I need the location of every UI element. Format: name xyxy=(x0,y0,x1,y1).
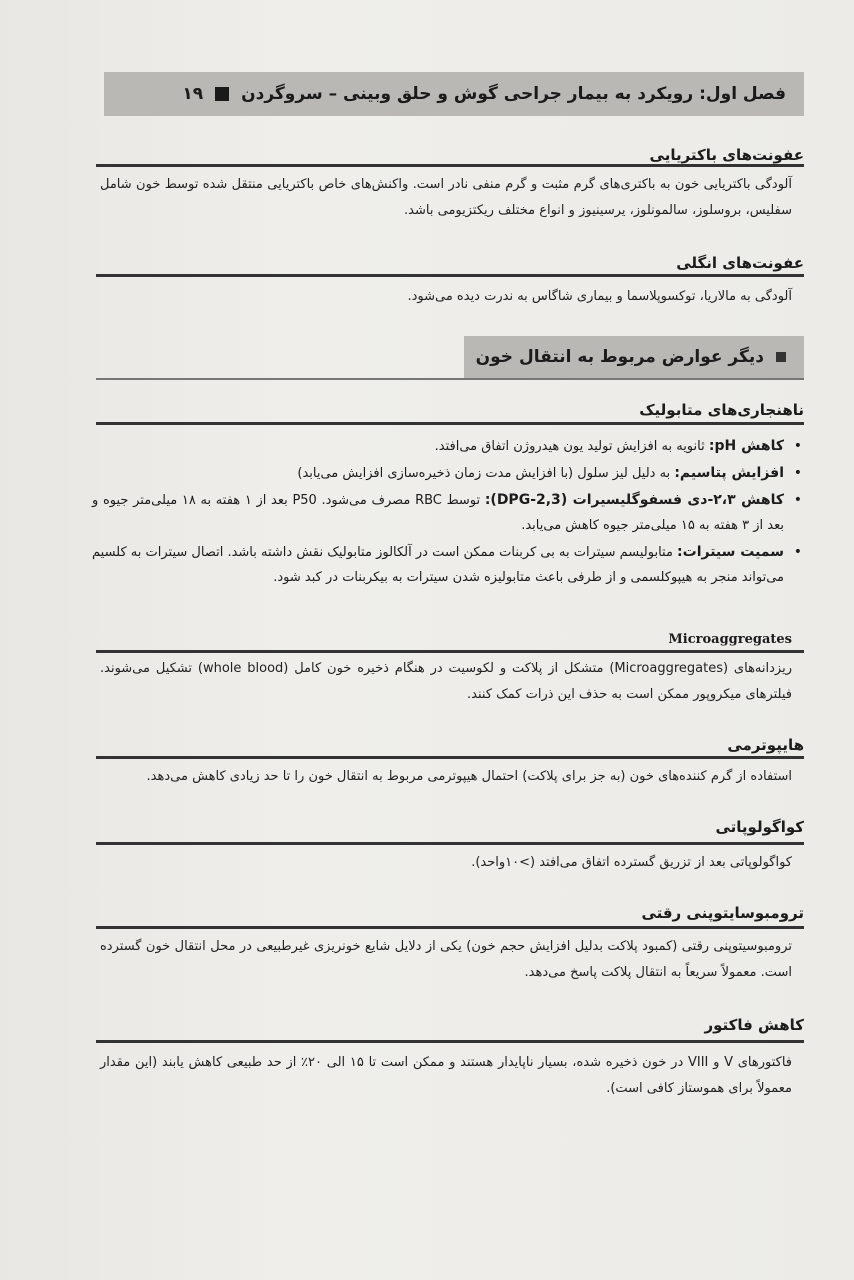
divider xyxy=(96,164,804,167)
divider xyxy=(96,926,804,929)
divider xyxy=(96,274,804,277)
paragraph-microaggregates: ریزدانه‌های (Microaggregates) متشکل از پلاکت و لکوسیت در هنگام ذخیره خون کامل (whole blood) تشکیل می‌شوند. فیلترهای میکروپور ممکن است به حذف این ذرات کمک کنند. xyxy=(100,661,792,702)
list-item: • افزایش پتاسیم: به دلیل لیز سلول (با افزایش مدت زمان ذخیره‌سازی افزایش می‌یابد) xyxy=(92,461,802,486)
paragraph-hypothermia: استفاده از گرم کننده‌های خون (به جز برای پلاکت) احتمال هیپوترمی مربوط به انتقال خون را تا حد زیادی کاهش می‌دهد. xyxy=(146,769,792,784)
divider xyxy=(96,378,804,380)
running-header xyxy=(104,72,804,116)
list-item: • سمیت سیترات: متابولیسم سیترات به بی کربنات ممکن است در آلکالوز متابولیک نقش داشته باشد. اتصال سیترات به کلسیم می‌تواند منجر به هیپوکلسمی و از طرفی باعث متابولیزه شدن سیترات به بیکربنات در کبد شود. xyxy=(92,540,802,590)
list-item: • کاهش pH: ثانویه به افزایش تولید یون هیدروژن اتفاق می‌افتد. xyxy=(92,434,802,459)
heading-bacterial: عفونت‌های باکتریایی xyxy=(649,146,804,164)
heading-metabolic: ناهنجاری‌های متابولیک xyxy=(639,401,804,419)
divider xyxy=(96,1040,804,1043)
paragraph-coagulopathy: کواگولوپاتی بعد از تزریق گسترده اتفاق می‌افتد (>۱۰واحد). xyxy=(471,855,792,870)
section-title: دیگر عوارض مربوط به انتقال خون xyxy=(475,347,764,367)
divider xyxy=(96,756,804,759)
paragraph-parasitic: آلودگی به مالاریا، توکسوپلاسما و بیماری شاگاس به ندرت دیده می‌شود. xyxy=(407,289,792,304)
paragraph-thrombocytopenia: ترومبوسیتوپنی رقتی (کمبود پلاکت بدلیل افزایش حجم خون) یکی از دلایل شایع خونریزی غیرطبیعی در محل انتقال خون گسترده است. معمولاً سریعاً به انتقال پلاکت پاسخ می‌دهد. xyxy=(100,939,792,980)
metabolic-list xyxy=(92,434,802,592)
heading-parasitic: عفونت‌های انگلی xyxy=(676,254,804,272)
paragraph-factor-reduction: فاکتورهای V و VIII در خون ذخیره شده، بسیار ناپایدار هستند و ممکن است تا ۱۵ الی ۲۰٪ از حد طبیعی کاهش یابند (این مقدار معمولاً برای هموستاز کافی است). xyxy=(100,1055,792,1096)
heading-microaggregates: Microaggregates xyxy=(668,632,792,647)
list-item: • کاهش ۲،۳-دی فسفوگلیسیرات (2,3-DPG): توسط RBC مصرف می‌شود. P50 بعد از ۱ هفته به ۱۸ میلی‌متر جیوه و بعد از ۳ هفته به ۱۵ میلی‌متر جیوه کاهش می‌یابد. xyxy=(92,488,802,538)
header-square-icon xyxy=(215,87,229,101)
heading-hypothermia: هایپوترمی xyxy=(727,736,804,754)
divider xyxy=(96,422,804,425)
heading-factor-reduction: کاهش فاکتور xyxy=(704,1016,804,1034)
paragraph-bacterial: آلودگی باکتریایی خون به باکتری‌های گرم مثبت و گرم منفی نادر است. واکنش‌های خاص باکتریایی منتقل شده توسط خون شامل سفلیس، بروسلوز، سالمونلوز، یرسینیوز و انواع مختلف ریکتزیومی باشد. xyxy=(100,177,792,218)
section-heading-box xyxy=(464,336,804,378)
heading-thrombocytopenia: ترومبوسایتوپنی رقتی xyxy=(641,904,804,922)
chapter-title: فصل اول: رویکرد به بیمار جراحی گوش و حلق وبینی – سروگردن xyxy=(241,84,786,104)
divider xyxy=(96,842,804,845)
section-square-icon xyxy=(776,352,786,362)
page-number: ۱۹ xyxy=(182,84,204,104)
heading-coagulopathy: کواگولوپاتی xyxy=(715,818,804,836)
divider xyxy=(96,650,804,653)
